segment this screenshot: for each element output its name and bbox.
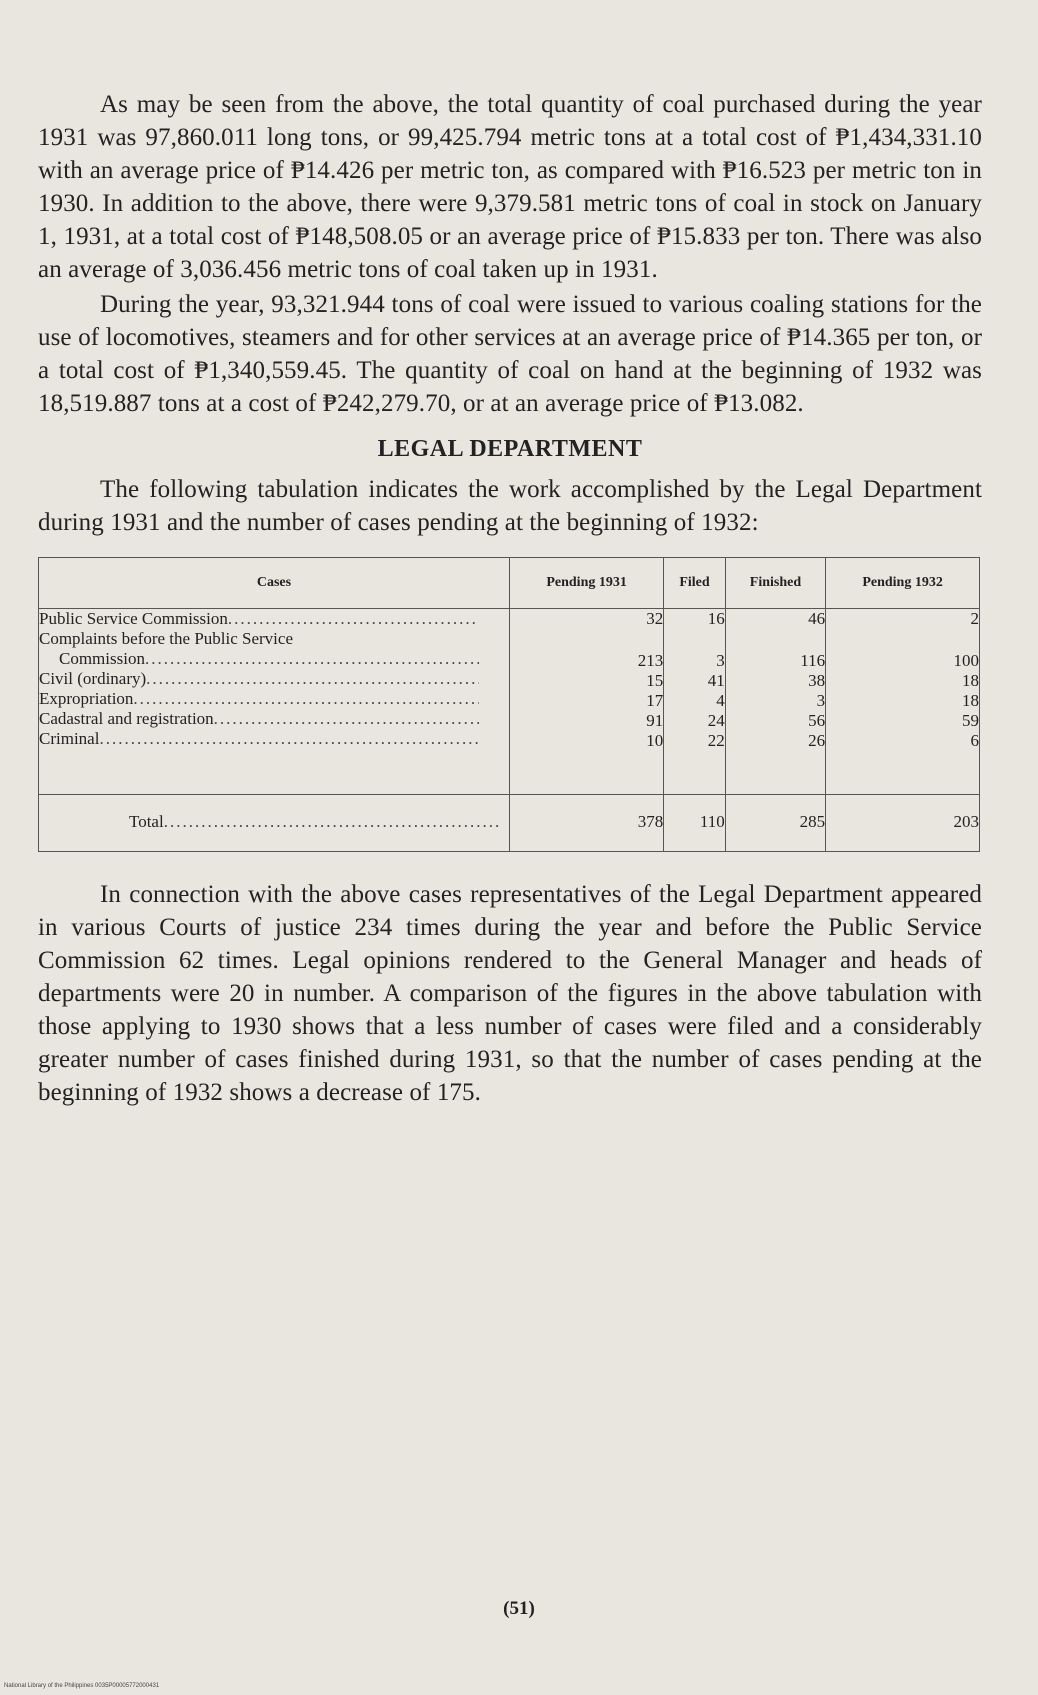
case-name: Public Service Commission xyxy=(39,609,228,628)
table-row xyxy=(39,649,479,669)
table-cell: 3 xyxy=(716,651,725,670)
document-page xyxy=(38,88,982,1109)
table-cell: 16 xyxy=(707,609,725,628)
table-cell: 56 xyxy=(808,711,826,730)
closing-paragraph: In connection with the above cases representatives of the Legal Department appeared in various Courts of justice 234 times during the year and before the Public Service Commission 62 times. Legal opinions rendered to the General Manager and heads of departments were 20 in number. A comparison of the figures in the above tabulation with those applying to 1930 shows that a less number of cases were filed and a considerably greater number of cases finished during 1931, so that the number of cases pending at the beginning of 1932 shows a decrease of 175. xyxy=(38,881,982,1106)
case-names-column xyxy=(39,609,510,795)
coal-paragraph-2: During the year, 93,321.944 tons of coal were issued to various coaling stations for the use of locomotives, steamers and for other services at an average price of ₱14.365 per ton, or a total cost of ₱1,340,559.45. The quantity of coal on hand at the beginning of 1932 was 18,519.887 tons at a cost of ₱242,279.70, or at an average price of ₱13.082. xyxy=(38,291,982,417)
table-cell: 59 xyxy=(962,711,979,730)
table-header-row xyxy=(39,558,979,609)
table-row xyxy=(39,709,479,729)
header-cases: Cases xyxy=(39,558,510,609)
table-row xyxy=(39,669,479,689)
total-label-cell xyxy=(39,795,510,852)
coal-paragraph-1: As may be seen from the above, the total quantity of coal purchased during the year 1931 was 97,860.011 long tons, or 99,425.794 metric tons at a total cost of ₱1,434,331.10 with an average price of ₱14.426 per metric ton, as compared with ₱16.523 per metric ton in 1930. In addition to the above, there were 9,379.581 metric tons of coal in stock on January 1, 1931, at a total cost of ₱148,508.05 or an average price of ₱15.833 per ton. There was also an average of 3,036.456 metric tons of coal taken up in 1931. xyxy=(38,91,982,283)
case-name-line1: Complaints before the Public Service xyxy=(39,629,293,648)
header-pending-1931: Pending 1931 xyxy=(510,558,664,609)
pending-1932-column xyxy=(826,609,979,795)
case-name: Commission xyxy=(59,649,145,668)
case-name: Civil (ordinary) xyxy=(39,669,147,688)
section-heading: LEGAL DEPARTMENT xyxy=(377,436,643,462)
table-cell: 91 xyxy=(646,711,664,730)
total-label: Total xyxy=(129,812,164,831)
total-filed: 110 xyxy=(664,795,726,852)
table-cell: 38 xyxy=(808,671,826,690)
table-cell: 10 xyxy=(646,731,664,750)
legal-intro-paragraph: The following tabulation indicates the work accomplished by the Legal Department during 1931 and the number of cases pending at the beginning of 1932: xyxy=(38,476,982,536)
table-cell: 41 xyxy=(707,671,725,690)
table-cell: 46 xyxy=(808,609,826,628)
case-name: Expropriation xyxy=(39,689,134,708)
finished-column xyxy=(725,609,825,795)
table-cell: 17 xyxy=(646,691,664,710)
table-row xyxy=(39,729,479,749)
table-cell: 24 xyxy=(707,711,725,730)
table-cell: 32 xyxy=(646,609,664,628)
header-pending-1932: Pending 1932 xyxy=(826,558,979,609)
table-row xyxy=(39,629,479,649)
archive-footer: National Library of the Philippines 0035P00005772000431 xyxy=(4,1683,160,1689)
total-pending-1932: 203 xyxy=(826,795,979,852)
header-finished: Finished xyxy=(725,558,825,609)
table-total-row xyxy=(39,795,979,852)
table-cell: 4 xyxy=(716,691,725,710)
case-name: Cadastral and registration xyxy=(39,709,214,728)
table-cell: 26 xyxy=(808,731,826,750)
table-cell: 6 xyxy=(970,731,979,750)
table-cell: 116 xyxy=(800,651,826,670)
page-number: (51) xyxy=(503,1598,535,1619)
filed-column xyxy=(664,609,726,795)
table-cell: 18 xyxy=(962,671,979,690)
table-row xyxy=(39,609,479,629)
header-filed: Filed xyxy=(664,558,726,609)
cases-table xyxy=(38,557,980,852)
table-cell: 213 xyxy=(637,651,664,670)
total-pending-1931: 378 xyxy=(510,795,664,852)
table-row xyxy=(39,689,479,709)
case-name: Criminal xyxy=(39,729,100,748)
table-cell: 3 xyxy=(816,691,826,710)
table-cell: 100 xyxy=(953,651,979,670)
total-finished: 285 xyxy=(725,795,825,852)
table-cell: 18 xyxy=(962,691,979,710)
table-cell: 15 xyxy=(646,671,664,690)
table-cell: 22 xyxy=(707,731,725,750)
table-body-row xyxy=(39,609,979,795)
table-cell: 2 xyxy=(970,609,979,628)
pending-1931-column xyxy=(510,609,664,795)
